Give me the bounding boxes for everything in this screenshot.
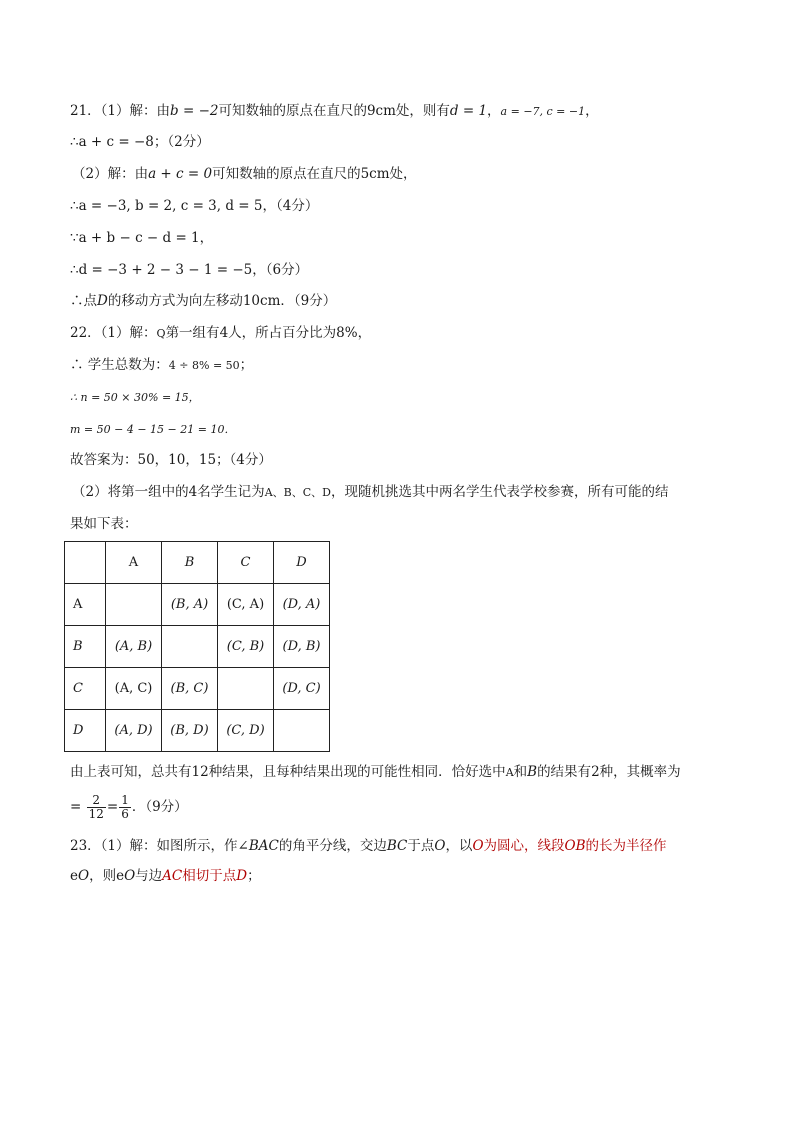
table-row-header: A bbox=[65, 584, 106, 626]
q22-answer: 故答案为：50，10，15；（4分） bbox=[70, 452, 272, 468]
q21-part2-conclusion: ∴点D的移动方式为向左移动10cm．（9分） bbox=[70, 293, 337, 309]
q22-probability: = $\frac{2}{12}$ = $\frac{1}{6}$ ．（9分） bbox=[70, 793, 188, 821]
table-row-header: D bbox=[65, 710, 106, 752]
table-cell: (B, A) bbox=[162, 584, 218, 626]
q22-total-students: ∴ 学生总数为：4 ÷ 8% = 50； bbox=[70, 357, 254, 373]
table-row bbox=[65, 710, 330, 752]
table-row bbox=[65, 584, 330, 626]
table-cell: (C, B) bbox=[218, 626, 274, 668]
table-cell: (D, B) bbox=[274, 626, 330, 668]
table-header-row bbox=[65, 542, 330, 584]
table-corner-cell bbox=[65, 542, 106, 584]
q21-part2-compute: ∴d = −3 + 2 − 3 − 1 = −5，（6分） bbox=[70, 262, 309, 278]
table-cell: (B, C) bbox=[162, 668, 218, 710]
table-cell bbox=[218, 668, 274, 710]
table-cell: (C, D) bbox=[218, 710, 274, 752]
q23-part1-line: 23．（1）解：如图所示，作∠BAC的角平分线，交边BC于点O，以O为圆心，线段OB的长为半径作 bbox=[70, 838, 667, 854]
table-cell: (A, B) bbox=[106, 626, 162, 668]
q22-n-value: ∴ n = 50 × 30% = 15， bbox=[70, 391, 200, 404]
q21-part2-values: ∴a = −3, b = 2, c = 3, d = 5，（4分） bbox=[70, 198, 319, 214]
table-header-cell: C bbox=[218, 542, 274, 584]
table-cell bbox=[162, 626, 218, 668]
q21-part1-line: 21．（1）解：由b = −2可知数轴的原点在直尺的9cm处，则有d = 1，a = −7, c = −1， bbox=[70, 103, 599, 119]
q22-part2-line: （2）将第一组中的4名学生记为A、B、C、D，现随机挑选其中两名学生代表学校参赛，所有可能的结 bbox=[72, 484, 669, 500]
outcome-table bbox=[64, 541, 330, 752]
table-cell: (A, D) bbox=[106, 710, 162, 752]
table-row bbox=[65, 626, 330, 668]
fraction-1-6: $\frac{1}{6}$ bbox=[121, 793, 129, 821]
q21-part2-line: （2）解：由a + c = 0可知数轴的原点在直尺的5cm处， bbox=[72, 166, 417, 182]
table-row-header: B bbox=[65, 626, 106, 668]
table-header-cell: D bbox=[274, 542, 330, 584]
table-cell bbox=[106, 584, 162, 626]
q21-part1-result: ∴a + c = −8；（2分） bbox=[70, 134, 210, 150]
q22-part1-line: 22．（1）解：Q第一组有4人，所占百分比为8%， bbox=[70, 325, 372, 341]
q22-table-conclusion: 由上表可知，总共有12种结果，且每种结果出现的可能性相同．恰好选中A和B的结果有2种，其概率为 bbox=[70, 764, 681, 780]
table-cell: (B, D) bbox=[162, 710, 218, 752]
table-row-header: C bbox=[65, 668, 106, 710]
fraction-2-12: $\frac{2}{12}$ bbox=[88, 793, 104, 821]
q22-m-value: m = 50 − 4 − 15 − 21 = 10． bbox=[70, 423, 236, 436]
table-header-cell: A bbox=[106, 542, 162, 584]
q21-part2-condition: ∵a + b − c − d = 1， bbox=[70, 230, 214, 246]
table-cell: (D, A) bbox=[274, 584, 330, 626]
q22-table-intro: 果如下表： bbox=[70, 516, 138, 532]
q23-part1-tangent: eO，则eO与边AC相切于点D； bbox=[70, 868, 261, 884]
table-row bbox=[65, 668, 330, 710]
table-cell: (C, A) bbox=[218, 584, 274, 626]
table-cell bbox=[274, 710, 330, 752]
table-cell: (A, C) bbox=[106, 668, 162, 710]
table-cell: (D, C) bbox=[274, 668, 330, 710]
table-header-cell: B bbox=[162, 542, 218, 584]
